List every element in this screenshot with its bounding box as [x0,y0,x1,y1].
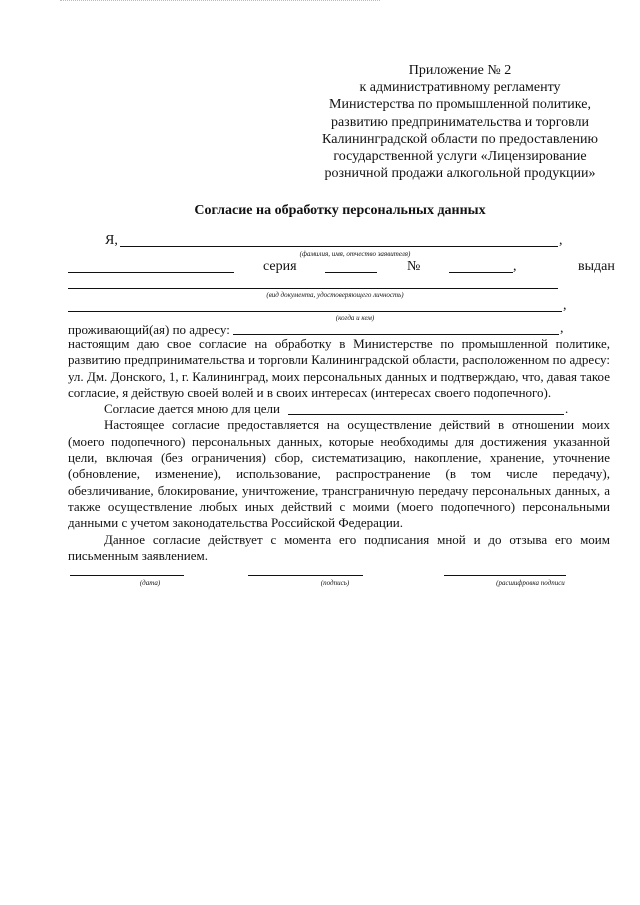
purpose-row [68,401,610,417]
consent-paragraph-2: Настоящее согласие предоставляется на осуществление действий в отношении моих (моего подопечного) персональных данных, которые необходимы для достижения указанной цели, включая (без ограничения) сбор, систематизацию, накопление, хранение, уточнение (обновление, изменение), использование, распространение (в том числе передачу), обезличивание, блокирование, уничтожение, трансграничную передачу персональных данных, а также осуществление любых иных действий с моими (моего подопечного) персональными данными с учетом законодательства Российской Федерации. [68,417,610,531]
date-field-line[interactable] [70,575,184,576]
caption-signature: (подпись) [320,579,350,587]
comma: , [560,321,564,336]
comma: , [563,298,567,313]
doc-type-field-line[interactable] [68,272,234,273]
purpose-field-line[interactable] [288,414,564,415]
appendix-line: Приложение № 2 [408,63,512,78]
number-field-line[interactable] [449,272,513,273]
issued-field-line[interactable] [68,311,562,312]
consent-body [68,336,610,564]
consent-paragraph-1: настоящим даю свое согласие на обработку в Министерстве по промышленной политике, развитию предпринимательства и торговли Калининградской области, расположенном по адресу: ул. Дм. Донского, 1, г. Калининград, моих персональных данных и подтверждаю, что, давая такое согласие, я действую своей волей и в своих интересах (интересах своего подопечного). [68,336,610,400]
ya-label: Я, [105,233,118,248]
doc-field-line[interactable] [68,288,558,289]
appendix-line: развитию предпринимательства и торговли [330,114,590,130]
appendix-line: государственной услуги «Лицензирование [333,149,587,165]
number-label: № [407,259,421,274]
caption-doc: (вид документа, удостоверяющего личность) [266,291,404,299]
document-title: Согласие на обработку персональных данных [194,203,486,218]
caption-date: (дата) [139,579,161,587]
comma: , [513,259,517,274]
appendix-line: розничной продажи алкогольной продукции» [324,166,596,182]
decoding-field-line[interactable] [444,575,566,576]
comma: , [559,233,563,248]
caption-decoding: (расшифровка подписи [496,579,565,587]
appendix-line: Калининградской области по предоставлению [322,131,598,147]
address-label: проживающий(ая) по адресу: [68,322,230,337]
purpose-period: . [565,401,569,417]
series-field-line[interactable] [325,272,377,273]
fio-field-line[interactable] [120,246,558,247]
caption-when: (когда и кем) [335,314,375,322]
appendix-line: к административному регламенту [359,80,561,96]
consent-paragraph-3: Данное согласие действует с момента его подписания мной и до отзыва его моим письменным заявлением. [68,531,610,563]
issued-label: выдан [578,259,615,274]
scan-artifact [60,0,380,3]
caption-fio: (фамилия, имя, отчество заявителя) [299,250,411,258]
signature-field-line[interactable] [248,575,363,576]
appendix-line: Министерства по промышленной политике, [329,97,591,113]
address-field-line[interactable] [233,334,559,335]
appendix-header [300,62,620,182]
series-label: серия [263,259,297,274]
purpose-label: Согласие дается мною для цели [104,401,280,417]
